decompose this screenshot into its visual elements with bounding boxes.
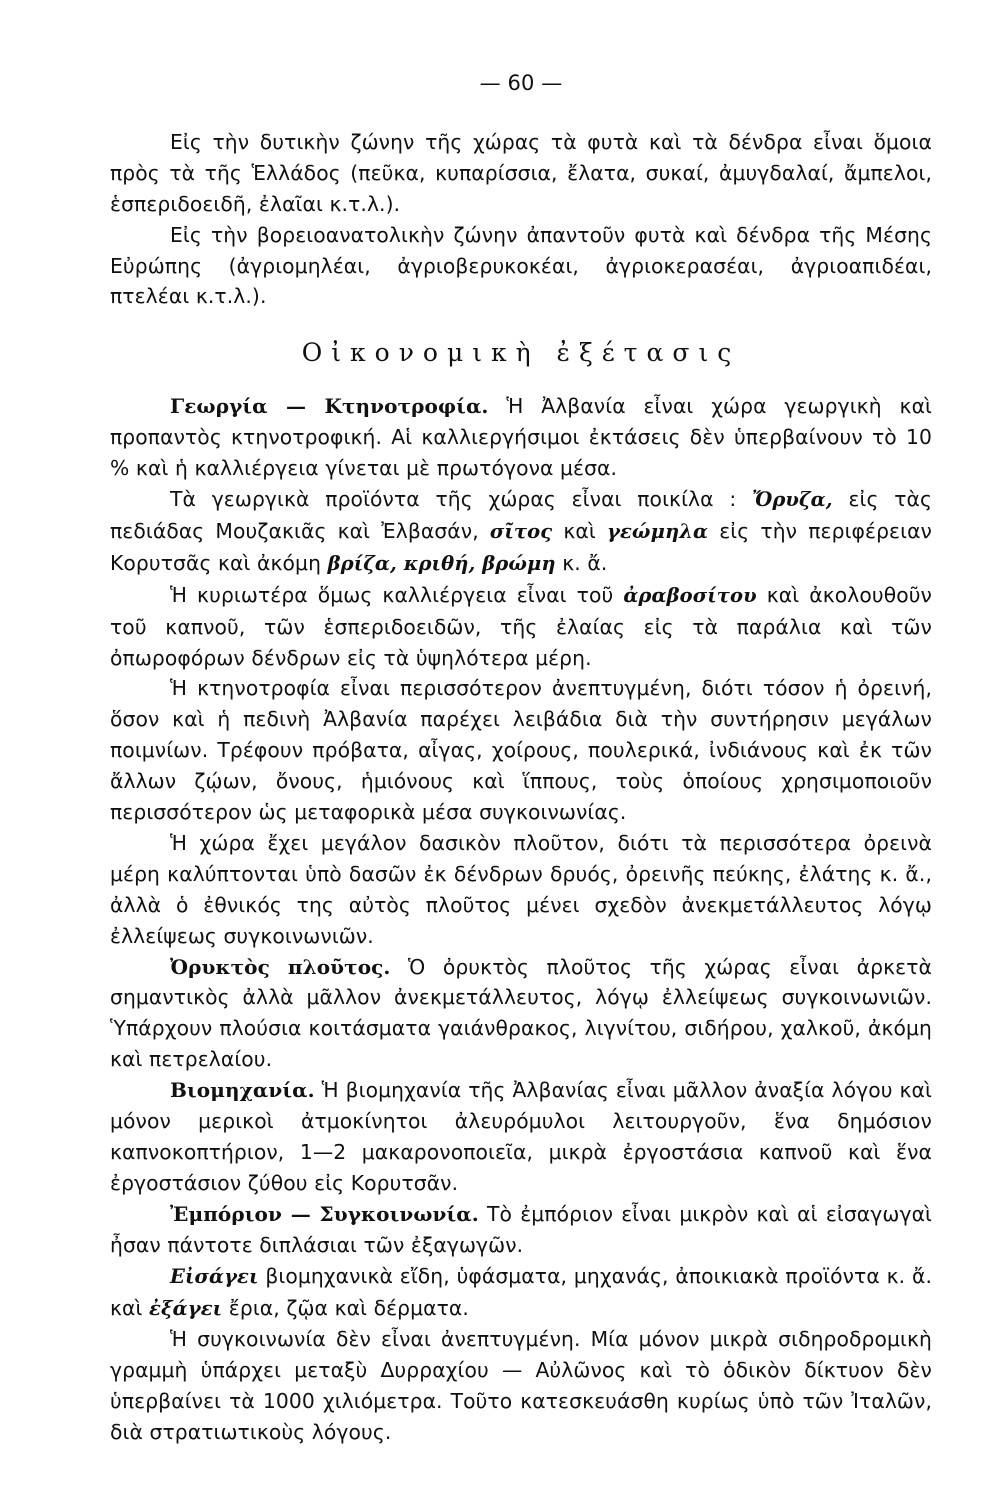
- exports-text: ἔρια, ζῷα καὶ δέρματα.: [222, 1295, 469, 1320]
- paragraph-minerals: [110, 952, 932, 1076]
- main-crop-text-2: καὶ ἀκολουθοῦν τοῦ καπνοῦ, τῶν ἑσπεριδοειδῶν, τῆς ἐλαίας εἰς τὰ παράλια καὶ τῶν ὀπωροφόρων δένδρων εἰς τὰ ὑψηλότερα μέρη.: [110, 582, 932, 670]
- product-wheat: σῖτος: [489, 519, 553, 543]
- main-crop-text-1: Ἡ κυριωτέρα ὅμως καλλιέργεια εἶναι τοῦ: [170, 582, 624, 607]
- book-page: [110, 68, 932, 1448]
- exports-label: ἐξάγει: [149, 1296, 223, 1320]
- heading-agriculture: Γεωργία — Κτηνοτροφία.: [170, 394, 489, 419]
- products-text-3: καὶ: [552, 518, 607, 543]
- product-potatoes: γεώμηλα: [606, 519, 709, 543]
- agriculture-text: Ἡ Ἀλβανία εἶναι χώρα γεωργικὴ καὶ προπαντὸς κτηνοτροφική. Αἱ καλλιεργήσιμοι ἐκτάσεις δὲν ὑπερβαίνουν τὸ 10 % καὶ ἡ καλλιέργεια γίνεται μὲ πρωτόγονα μέσα.: [110, 394, 933, 481]
- product-cereals: βρίζα, κριθή, βρώμη: [327, 551, 556, 575]
- products-text-4: εἰς τὴν περιφέρειαν Κορυτσᾶς καὶ ἀκόμη: [110, 518, 932, 575]
- paragraph-main-crop: [110, 580, 932, 674]
- paragraph-transport: Ἡ συγκοινωνία δὲν εἶναι ἀνεπτυγμένη. Μία μόνον μικρὰ σιδηροδρομικὴ γραμμὴ ὑπάρχει μεταξὺ Δυρραχίου — Αὐλῶνος καὶ τὸ ὁδικὸν δίκτυον δὲν ὑπερβαίνει τὰ 1000 χιλιόμετρα. Τοῦτο κατεσκευάσθη κυρίως ὑπὸ τῶν Ἰταλῶν, διὰ στρατιωτικοὺς λόγους.: [110, 1327, 932, 1445]
- products-text-5: κ. ἄ.: [555, 550, 608, 575]
- paragraph-agriculture: [110, 391, 932, 484]
- product-rice: Ὄρυζα,: [752, 487, 833, 511]
- product-maize: ἀραβοσίτου: [623, 583, 757, 607]
- paragraph-products: [110, 484, 932, 580]
- minerals-text: Ὁ ὀρυκτὸς πλοῦτος τῆς χώρας εἶναι ἀρκετὰ σημαντικὸς ἀλλὰ μᾶλλον ἀνεκμετάλλευτος, λόγῳ ἐλλείψεως συγκοινωνιῶν. Ὑπάρχουν πλούσια κοιτάσματα γαιάνθρακος, λιγνίτου, σιδήρου, χαλκοῦ, ἀκόμη καὶ πετρελαίου.: [110, 954, 932, 1072]
- paragraph-forests: Ἡ χώρα ἔχει μεγάλον δασικὸν πλοῦτον, διότι τὰ περισσότερα ὀρεινὰ μέρη καλύπτονται ὑπὸ δασῶν ἐκ δένδρων δρυός, ὀρεινῆς πεύκης, ἐλάτης κ. ἄ., ἀλλὰ ὁ ἐθνικός της αὐτὸς πλοῦτος μένει σχεδὸν ἀνεκμετάλλευτος λόγῳ ἐλλείψεως συγκοινωνιῶν.: [110, 830, 932, 948]
- heading-commerce: Ἐμπόριον — Συγκοινωνία.: [170, 1201, 479, 1226]
- imports-label: Εἰσάγει: [170, 1264, 259, 1288]
- page-number: — 60 —: [479, 71, 563, 95]
- products-text-2: εἰς τὰς πεδιάδας Μουζακιᾶς καὶ Ἐλβασάν,: [110, 486, 933, 543]
- paragraph-northeastern-zone: Εἰς τὴν βορειοανατολικὴν ζώνην ἀπαντοῦν φυτὰ καὶ δένδρα τῆς Μέσης Εὐρώπης (ἀγριομηλέαι, ἀγριοβερυκοκέαι, ἀγριοκερασέαι, ἀγριοαπιδέαι, πτελέαι κ.τ.λ.).: [110, 222, 932, 309]
- section-title: Οἰκονομικὴ ἐξέτασις: [301, 338, 741, 368]
- heading-industry: Βιομηχανία.: [170, 1078, 315, 1103]
- heading-minerals: Ὀρυκτὸς πλοῦτος.: [170, 954, 391, 979]
- imports-text: βιομηχανικὰ εἴδη, ὑφάσματα, μηχανάς, ἀποικιακὰ προϊόντα κ. ἄ. καὶ: [110, 1263, 932, 1320]
- commerce-text: Τὸ ἐμπόριον εἶναι μικρὸν καὶ αἱ εἰσαγωγαὶ ἦσαν πάντοτε διπλάσιαι τῶν ἐξαγωγῶν.: [110, 1201, 932, 1257]
- paragraph-imports-exports: [110, 1261, 932, 1325]
- paragraph-industry: [110, 1075, 932, 1199]
- paragraph-livestock: Ἡ κτηνοτροφία εἶναι περισσότερον ἀνεπτυγμένη, διότι τόσον ἡ ὀρεινή, ὅσον καὶ ἡ πεδινὴ Ἀλβανία παρέχει λειβάδια διὰ τὴν συντήρησιν μεγάλων ποιμνίων. Τρέφουν πρόβατα, αἶγας, χοίρους, πουλερικά, ἰνδιάνους καὶ ἐκ τῶν ἄλλων ζῴων, ὄνους, ἡμιόνους καὶ ἵππους, τοὺς ὁποίους χρησιμοποιοῦν περισσότερον ὡς μεταφορικὰ μέσα συγκοινωνίας.: [110, 676, 932, 825]
- products-text-1: Τὰ γεωργικὰ προϊόντα τῆς χώρας εἶναι ποικίλα :: [170, 486, 753, 511]
- industry-text: Ἡ βιομηχανία τῆς Ἀλβανίας εἶναι μᾶλλον ἀναξία λόγου καὶ μόνον μερικοὶ ἀτμοκίνητοι ἀλευρόμυλοι λειτουργοῦν, ἕνα δημόσιον καπνοκοπτήριον, 1—2 μακαρονοποιεῖα, μικρὰ ἐργοστάσια καπνοῦ καὶ ἕνα ἐργοστάσιον ζύθου εἰς Κορυτσᾶν.: [110, 1078, 932, 1195]
- paragraph-western-zone: Εἰς τὴν δυτικὴν ζώνην τῆς χώρας τὰ φυτὰ καὶ τὰ δένδρα εἶναι ὅμοια πρὸς τὰ τῆς Ἑλλάδος (πεῦκα, κυπαρίσσια, ἔλατα, συκαί, ἀμυγδαλαί, ἄμπελοι, ἑσπεριδοειδῆ, ἐλαῖαι κ.τ.λ.).: [110, 129, 932, 216]
- paragraph-commerce: [110, 1199, 932, 1261]
